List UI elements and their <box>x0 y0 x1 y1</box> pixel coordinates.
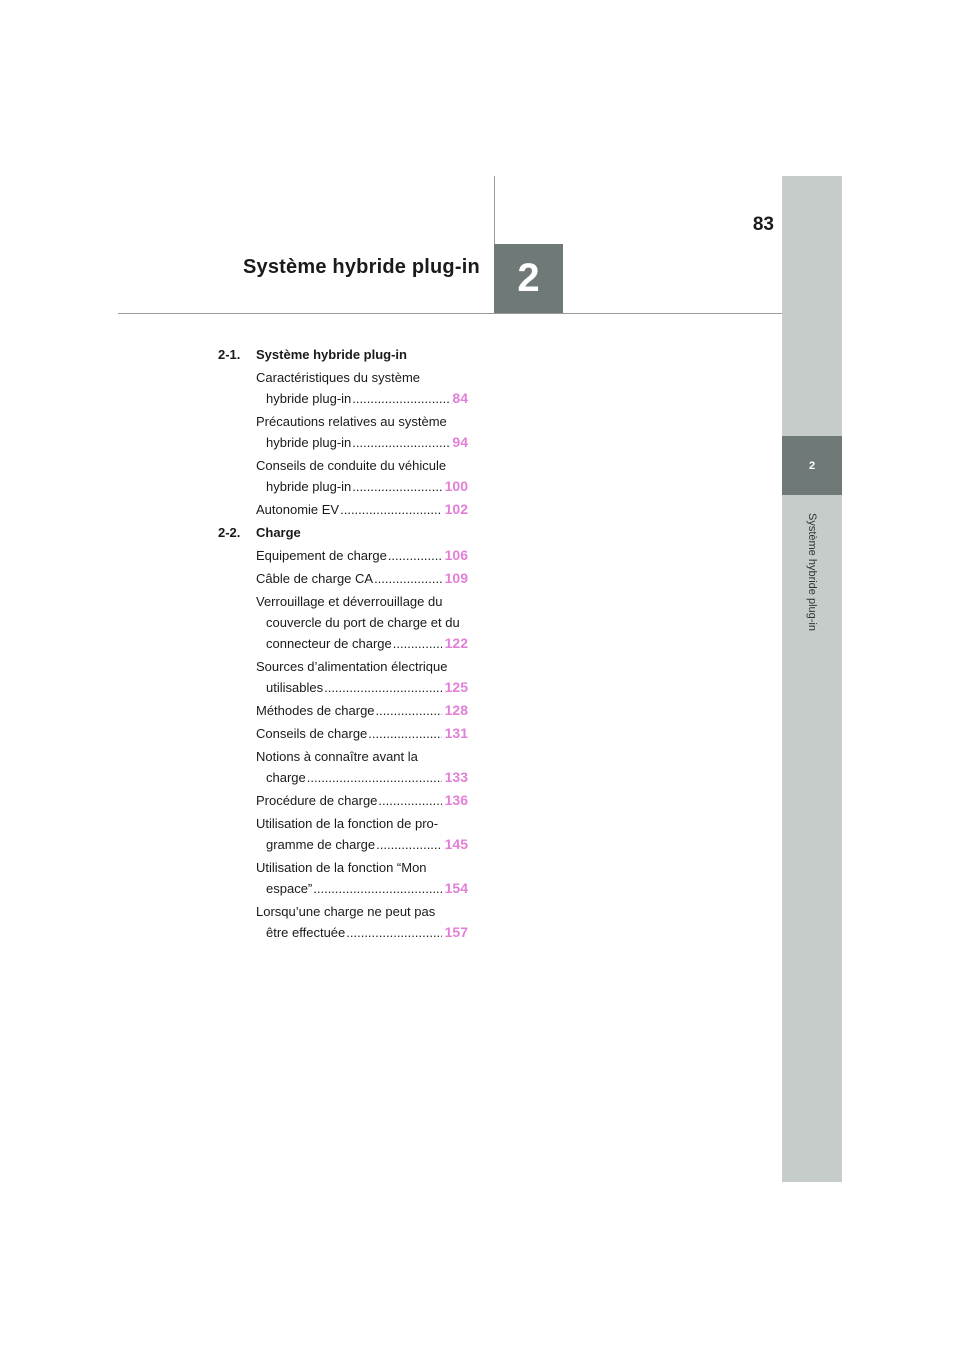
toc-page-link[interactable]: 100 <box>444 478 468 494</box>
chapter-number-box: 2 <box>494 244 563 313</box>
chapter-title: Système hybride plug-in <box>243 256 480 278</box>
toc-entry-text: hybride plug-in <box>266 479 352 494</box>
toc-entry-text: gramme de charge <box>266 837 376 852</box>
toc-entry-text: Utilisation de la fonction “Mon <box>256 860 427 875</box>
toc-entry-text: Utilisation de la fonction de pro- <box>256 816 439 831</box>
toc-entry-text: Notions à connaître avant la <box>256 749 418 764</box>
toc-entry-text: Précautions relatives au système <box>256 414 447 429</box>
toc-entry-text: Câble de charge CA <box>256 571 374 586</box>
toc-entry-text: hybride plug-in <box>266 391 352 406</box>
table-of-contents <box>218 344 468 945</box>
toc-page-link[interactable]: 106 <box>444 547 468 563</box>
toc-section-number: 2-1. <box>218 347 241 362</box>
toc-entry-text: connecteur de charge <box>266 636 392 651</box>
toc-entry-text: utilisables <box>266 680 324 695</box>
side-tab-chapter-number: 2 <box>782 436 842 495</box>
toc-section-heading <box>218 344 468 365</box>
toc-page-link[interactable]: 133 <box>444 769 468 785</box>
toc-entry-text: Equipement de charge <box>256 548 387 563</box>
toc-entry-text: Méthodes de charge <box>256 703 375 718</box>
toc-section-title: Charge <box>256 525 301 540</box>
side-tab <box>782 176 842 1182</box>
toc-leader-dots <box>346 922 441 943</box>
toc-entry[interactable] <box>256 591 468 654</box>
toc-section-number: 2-2. <box>218 525 241 540</box>
toc-entry-text: Autonomie EV <box>256 502 340 517</box>
toc-entry-text: Lorsqu’une charge ne peut pas <box>256 904 436 919</box>
toc-section-title: Système hybride plug-in <box>256 347 407 362</box>
toc-entry[interactable] <box>256 568 468 589</box>
toc-entry[interactable] <box>256 367 468 409</box>
toc-leader-dots <box>388 545 442 566</box>
toc-leader-dots <box>313 878 441 899</box>
toc-entry-text: couvercle du port de charge et du <box>266 615 460 630</box>
toc-entry[interactable] <box>256 857 468 899</box>
toc-entry-text: charge <box>266 770 306 785</box>
toc-section-heading <box>218 522 468 543</box>
toc-entry[interactable] <box>256 813 468 855</box>
toc-leader-dots <box>352 432 449 453</box>
toc-entry[interactable] <box>256 455 468 497</box>
toc-entry-text: Caractéristiques du système <box>256 370 421 385</box>
toc-entry-text: hybride plug-in <box>266 435 352 450</box>
toc-page-link[interactable]: 154 <box>444 880 468 896</box>
toc-leader-dots <box>352 476 441 497</box>
toc-entry-text: Verrouillage et déverrouillage du <box>256 594 443 609</box>
header-vertical-divider <box>494 176 495 244</box>
toc-page-link[interactable]: 94 <box>452 434 468 450</box>
page-number: 83 <box>752 214 774 235</box>
toc-leader-dots <box>340 499 442 520</box>
toc-page-link[interactable]: 145 <box>444 836 468 852</box>
toc-page-link[interactable]: 157 <box>444 924 468 940</box>
toc-page-link[interactable]: 125 <box>444 679 468 695</box>
toc-entry[interactable] <box>256 411 468 453</box>
toc-entry[interactable] <box>256 700 468 721</box>
toc-entry-text: être effectuée <box>266 925 346 940</box>
toc-leader-dots <box>307 767 442 788</box>
toc-entry[interactable] <box>256 723 468 744</box>
toc-entry[interactable] <box>256 746 468 788</box>
toc-leader-dots <box>378 790 441 811</box>
toc-page-link[interactable]: 131 <box>444 725 468 741</box>
toc-page-link[interactable]: 136 <box>444 792 468 808</box>
toc-page-link[interactable]: 109 <box>444 570 468 586</box>
toc-page-link[interactable]: 84 <box>452 390 468 406</box>
toc-leader-dots <box>324 677 442 698</box>
toc-entry-text: Procédure de charge <box>256 793 378 808</box>
toc-leader-dots <box>376 700 442 721</box>
side-tab-label: Système hybride plug-in <box>806 512 818 632</box>
toc-entry-text: Conseils de charge <box>256 726 368 741</box>
toc-page-link[interactable]: 122 <box>444 635 468 651</box>
toc-page-link[interactable]: 128 <box>444 702 468 718</box>
toc-leader-dots <box>376 834 442 855</box>
toc-leader-dots <box>374 568 442 589</box>
toc-entry[interactable] <box>256 656 468 698</box>
toc-leader-dots <box>368 723 441 744</box>
toc-page-link[interactable]: 102 <box>444 501 468 517</box>
toc-leader-dots <box>352 388 449 409</box>
toc-entry[interactable] <box>256 790 468 811</box>
toc-entry-text: Sources d’alimentation électrique <box>256 659 448 674</box>
toc-entry[interactable] <box>256 499 468 520</box>
toc-entry[interactable] <box>256 901 468 943</box>
toc-entry[interactable] <box>256 545 468 566</box>
toc-leader-dots <box>393 633 442 654</box>
toc-entry-text: Conseils de conduite du véhicule <box>256 458 447 473</box>
header-horizontal-divider <box>118 313 782 314</box>
toc-entry-text: espace” <box>266 881 313 896</box>
